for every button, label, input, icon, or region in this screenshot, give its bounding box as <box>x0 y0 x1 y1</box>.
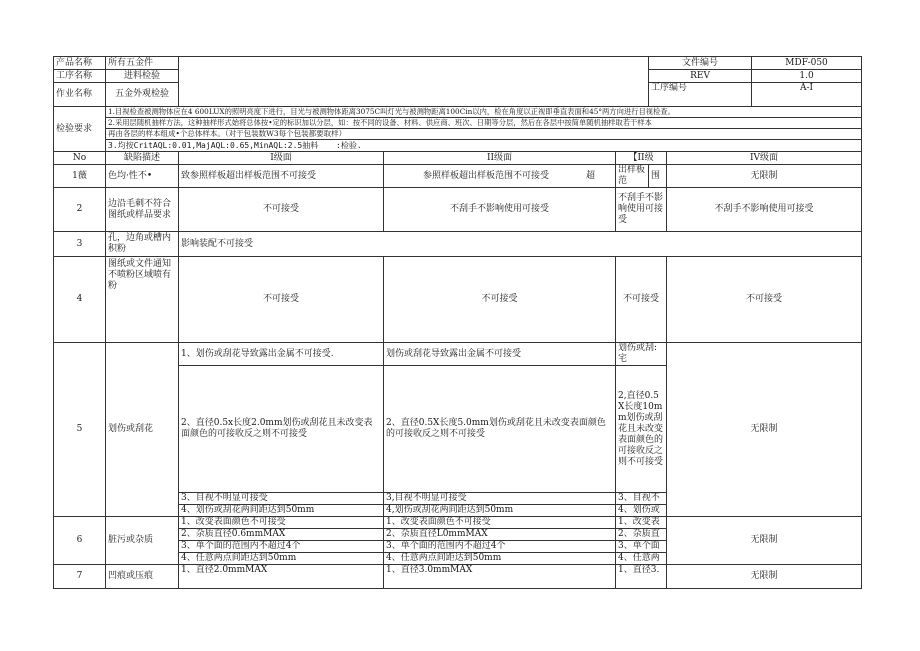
row-no: 1薇 <box>54 165 106 188</box>
row-lv2-tail: 超 <box>586 170 596 181</box>
product-name-value: 所有五金件 <box>106 57 179 70</box>
row-lv1-a: 1、直径2.0mmMAX <box>179 565 384 589</box>
row-lv1-d: 4、划伤或刮花两间距达到50mm <box>179 505 384 517</box>
row-lv3: 不可接受 <box>616 257 667 343</box>
row-lv1-a: 1、划伤或刮花导致露出金属不可接受. <box>179 343 384 366</box>
requirement-line-2: 2.采用层随机抽样方法，这种抽样形式始将总体按•定的标识加以分层，如：按不同的设备、材料、供应商、班次、日期等分层，然后在各层中按简单随机抽样取若干样本 <box>108 118 652 127</box>
row-lv1-c: 3、单个面的范围内不超过4个 <box>179 541 384 553</box>
row-lv3-b: 2,直径0.5X长度10mm划伤或刮花且未改变表面颜色的可接收反之则不可接受 <box>616 366 667 493</box>
row-lv1-c: 3、目视不明显可接受 <box>179 493 384 505</box>
row-lv1: 影响装配不可接受 <box>179 232 862 257</box>
rev-label: REV <box>649 70 752 83</box>
row-no: 5 <box>54 343 106 517</box>
row-lv3-c: 3、目视不 <box>616 493 667 505</box>
row-no: 7 <box>54 565 106 589</box>
row-desc: 脏污或杂质 <box>106 517 179 565</box>
row-lv2: 不可接受 <box>384 257 616 343</box>
row-no: 6 <box>54 517 106 565</box>
table-row <box>54 343 862 366</box>
inspection-sheet <box>53 56 861 589</box>
row-lv1: 不可接受 <box>179 257 384 343</box>
process-name-label: 工序名称 <box>54 70 106 83</box>
row-lv2-a: 划伤或刮花导致露出金属不可接受 <box>384 343 616 366</box>
row-lv3: 出样板范 <box>616 165 649 188</box>
row-no: 2 <box>54 188 106 232</box>
row-lv2-c: 3、单个面的范围内不超过4个 <box>384 541 616 553</box>
col-lv1: I级面 <box>179 152 384 165</box>
row-lv3: 不刮手不影响使用可接受 <box>616 188 667 232</box>
table-row <box>54 165 862 188</box>
process-name-value: 进料检验 <box>106 70 179 83</box>
col-desc: 缺陷描述 <box>106 152 179 165</box>
row-lv2-a: 1、直径3.0mmMAX <box>384 565 616 589</box>
row-lv3-a: 1、直径3. <box>616 565 667 589</box>
row-lv2-d: 4,划伤或刮花两间距达到50mm <box>384 505 616 517</box>
table-row <box>54 257 862 343</box>
product-name-label: 产品名称 <box>54 57 106 70</box>
row-lv2-b: 2、直径0.5X长度5.0mm划伤或刮花且未改变表面颜色的可接收反之则不可接受 <box>384 366 616 493</box>
doc-no-value: MDF-050 <box>752 57 862 70</box>
row-lv2: 不刮手不影响使用可接受 <box>384 188 616 232</box>
row-desc: 边沿毛刺不符合图纸或样品要求 <box>106 188 179 232</box>
row-lv2-cell <box>384 165 616 188</box>
row-lv1-b: 2、直径0.5x长度2.0mm划伤或刮花且未改变表面颜色的可接收反之则不可接受 <box>179 366 384 493</box>
step-no-label: 工序编号 <box>649 83 752 107</box>
row-lv3-a: 划伤或刮: <box>618 343 658 353</box>
col-lv3: 【II级 <box>616 152 667 165</box>
header-blank-2 <box>179 70 649 83</box>
row-lv2-c: 3,目视不明显可接受 <box>384 493 616 505</box>
header-blank <box>179 57 649 70</box>
requirement-line-4b: :检验. <box>336 141 362 150</box>
table-row <box>54 517 862 529</box>
row-lv3-d: 4、划伤或 <box>616 505 667 517</box>
row-lv3-tail: 围 <box>649 165 667 188</box>
job-name-label: 作业名称 <box>54 83 106 107</box>
row-lv4: 不刮手不影响使用可接受 <box>667 188 862 232</box>
requirements-body <box>106 107 862 152</box>
row-lv2-d: 4、任意两点间距达到50mm <box>384 553 616 565</box>
doc-no-label: 文件编号 <box>649 57 752 70</box>
row-lv1-b: 2、杂质直径0.6mmMAX <box>179 529 384 541</box>
row-lv1: 致参照样板超出样板范围不可接受 <box>179 165 384 188</box>
row-lv1-a: 1、改变表面颜色不可接受 <box>179 517 384 529</box>
col-no: No <box>54 152 106 165</box>
row-desc: 图纸或文件通知不喷粉区域喷有粉 <box>106 257 179 343</box>
job-underline <box>179 83 649 107</box>
header-row-product <box>54 57 862 70</box>
row-lv4: 无限制 <box>667 517 862 565</box>
row-lv1-d: 4、任意两点间距达到50mm <box>179 553 384 565</box>
table-row <box>54 232 862 257</box>
column-header-row <box>54 152 862 165</box>
header-row-job <box>54 83 862 107</box>
row-lv3-a-tail: 宅 <box>618 354 628 364</box>
row-lv4: 无限制 <box>667 165 862 188</box>
row-lv3-a-cell <box>616 343 667 366</box>
row-lv2-a: 1、改变表面颜色不可接受 <box>384 517 616 529</box>
row-lv2: 参照样板超出样板范围不可接受 <box>422 170 549 181</box>
col-lv2: II级面 <box>384 152 616 165</box>
requirement-line-4a: 3.均按CritAQL:0.01,MajAQL:0.65,MinAQL:2.5抽料 <box>108 141 319 150</box>
col-lv4: IV级面 <box>667 152 862 165</box>
row-lv3-c: 3、单个面 <box>616 541 667 553</box>
requirements-row <box>54 107 862 152</box>
row-desc: 凹痕或压痕 <box>106 565 179 589</box>
row-lv4: 无限制 <box>667 343 862 517</box>
row-lv4: 无限制 <box>667 565 862 589</box>
table-row <box>54 565 862 589</box>
row-lv2-b: 2、杂质直径L0mmMAX <box>384 529 616 541</box>
rev-value: 1.0 <box>752 70 862 83</box>
requirement-line-4 <box>106 139 861 151</box>
row-lv4: 不可接受 <box>667 257 862 343</box>
row-lv1: 不可接受 <box>179 188 384 232</box>
row-lv3-d: 4、任意两 <box>616 553 667 565</box>
row-lv3-b: 2、杂质直 <box>616 529 667 541</box>
row-lv3-a: 1、改变表 <box>616 517 667 529</box>
step-no-value: A-I <box>752 83 862 107</box>
job-name-value: 五金外观检验 <box>106 83 179 107</box>
row-desc: 色均·性不• <box>106 165 179 188</box>
inspection-table <box>53 56 862 589</box>
requirements-label: 检验要求 <box>54 107 106 152</box>
requirement-line-3: 再由各层的样本组成•个总体样本。（对于包装数W3每个包装都要取样） <box>106 128 861 139</box>
header-row-process <box>54 70 862 83</box>
row-no: 3 <box>54 232 106 257</box>
table-row <box>54 188 862 232</box>
row-no: 4 <box>54 257 106 343</box>
row-desc: 划伤或刮花 <box>106 343 179 517</box>
row-desc: 孔，边角或槽内积粉 <box>106 232 179 257</box>
requirement-line-1: 1.目视检查被测物体应在4 600LUX的照明亮度下进行，目光与被测物体距离3075C叫灯光与被测物距离100Cin以内，检在角度以正视即垂直表面和45°两方向进行目视检查。 <box>106 107 861 118</box>
